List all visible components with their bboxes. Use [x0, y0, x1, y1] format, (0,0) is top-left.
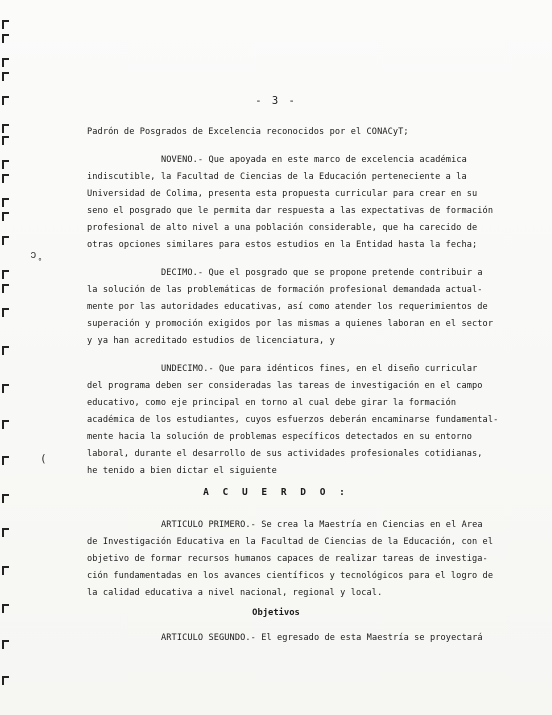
binding-mark [2, 34, 9, 43]
binding-mark [2, 136, 9, 145]
text-line: seno el posgrado que le permita dar respuesta a las expectativas de formación [87, 206, 494, 216]
binding-mark [2, 58, 9, 67]
text-line: académica de los estudiantes, cuyos esfuerzos deberán encaminarse fundamental- [87, 415, 499, 425]
text-line: indiscutible, la Facultad de Ciencias de la Educación perteneciente a la [87, 172, 467, 182]
text-line: superación y promoción exigidos por las mismas a quienes laboran en el sector [87, 319, 494, 329]
text-line: la solución de las problemáticas de formación profesional demandada actual- [87, 285, 483, 295]
binding-mark [2, 308, 9, 317]
binding-mark [2, 456, 9, 465]
margin-scribble: ( [40, 452, 47, 465]
text-line: profesional de alto nivel a una población considerable, que ha carecido de [87, 223, 478, 233]
objetivos-heading: Objetivos [252, 608, 300, 618]
acuerdo-heading: A C U E R D O : [203, 487, 349, 498]
text-line: ARTICULO PRIMERO.- Se crea la Maestría en Ciencias en el Area [161, 520, 483, 530]
binding-mark [2, 640, 9, 649]
text-line: ción fundamentadas en los avances científicos y tecnológicos para el logro de [87, 571, 494, 581]
binding-mark [2, 198, 9, 207]
binding-mark [2, 20, 9, 29]
binding-mark [2, 174, 9, 183]
binding-mark [2, 420, 9, 429]
binding-mark [2, 384, 9, 393]
text-line: laboral, durante el desarrollo de sus actividades profesionales cotidianas, [87, 449, 483, 459]
binding-mark [2, 676, 9, 685]
text-line: de Investigación Educativa en la Facultad de Ciencias de la Educación, con el [87, 537, 494, 547]
text-line: ARTICULO SEGUNDO.- El egresado de esta Maestría se proyectará [161, 633, 483, 643]
binding-mark [2, 346, 9, 355]
text-line: objetivo de formar recursos humanos capaces de realizar tareas de investiga- [87, 554, 488, 564]
binding-mark [2, 528, 9, 537]
binding-mark [2, 212, 9, 221]
text-line: UNDECIMO.- Que para idénticos fines, en el diseño curricular [161, 364, 478, 374]
binding-mark [2, 270, 9, 279]
text-line: Universidad de Colima, presenta esta propuesta curricular para crear en su [87, 189, 478, 199]
margin-scribble: ↄ˳ [30, 248, 44, 261]
text-line: educativo, como eje principal en torno al cual debe girar la formación [87, 398, 457, 408]
text-line: mente hacia la solución de problemas específicos detectados en su entorno [87, 432, 472, 442]
page-number: - 3 - [255, 95, 297, 107]
text-line: mente por las autoridades educativas, así como atender los requerimientos de [87, 302, 488, 312]
text-line: Padrón de Posgrados de Excelencia reconocidos por el CONACyT; [87, 127, 409, 137]
binding-mark [2, 236, 9, 245]
binding-mark [2, 124, 9, 133]
text-line: NOVENO.- Que apoyada en este marco de excelencia académica [161, 155, 467, 165]
binding-mark [2, 160, 9, 169]
binding-mark [2, 72, 9, 81]
text-line: DECIMO.- Que el posgrado que se propone pretende contribuir a [161, 268, 483, 278]
text-line: del programa deben ser consideradas las tareas de investigación en el campo [87, 381, 483, 391]
text-line: la calidad educativa a nivel nacional, regional y local. [87, 588, 383, 598]
text-line: he tenido a bien dictar el siguiente [87, 466, 277, 476]
binding-mark [2, 284, 9, 293]
binding-mark [2, 566, 9, 575]
text-line: otras opciones similares para estos estudios en la Entidad hasta la fecha; [87, 240, 478, 250]
text-line: y ya han acreditado estudios de licenciatura, y [87, 336, 335, 346]
